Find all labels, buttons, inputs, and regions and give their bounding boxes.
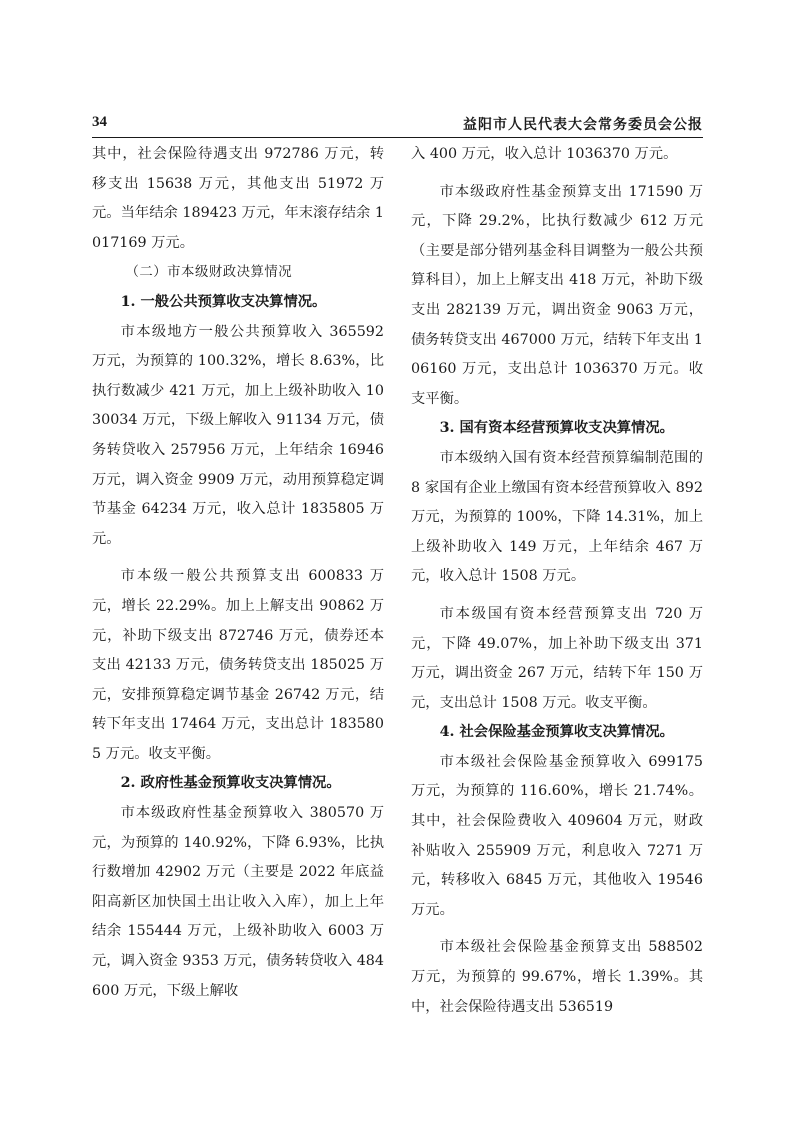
publication-title: 益阳市人民代表大会常务委员会公报 xyxy=(463,117,703,133)
paragraph-general-budget-expenditure: 市本级一般公共预算支出 600833 万元，增长 22.29%。加上上解支出 90862 万元，补助下级支出 872746 万元，债券还本支出 42133 万元，债务转贷支出 185025 万元，安排预算稳定调节基金 26742 万元，结转下年支出 17464 万元，支出总计 1835805 万元。收支平衡。 xyxy=(92,568,384,762)
paragraph-state-capital-expenditure: 市本级国有资本经营预算支出 720 万元，下降 49.07%，加上补助下级支出 371 万元，调出资金 267 万元，结转下年 150 万元，支出总计 1508 万元。收支平衡。 xyxy=(411,605,703,711)
paragraph-government-fund-expenditure: 市本级政府性基金预算支出 171590 万元，下降 29.2%，比执行数减少 612 万元（主要是部分错列基金科目调整为一般公共预算科目），加上上解支出 418 万元，补助下级支出 282139 万元，调出资金 9063 万元，债务转贷支出 467000 万元，结转下年支出 106160 万元，支出总计 1036370 万元。收支平衡。 xyxy=(411,183,703,407)
paragraph-government-fund-revenue: 市本级政府性基金预算收入 380570 万元，为预算的 140.92%，下降 6.93%，比执行数增加 42902 万元（主要是 2022 年底益阳高新区加快国土出让收入入库），加上上年结余 155444 万元，上级补助收入 6003 万元，调入资金 9353 万元，债务转贷收入 484600 万元，下级上解收 xyxy=(92,805,384,999)
paragraph-continued: 其中，社会保险待遇支出 972786 万元，转移支出 15638 万元，其他支出 51972 万元。当年结余 189423 万元，年末滚存结余 1017169 万元。 xyxy=(92,146,384,251)
heading-government-fund: 2. 政府性基金预算收支决算情况。 xyxy=(120,775,341,792)
paragraph-continued-right: 入 400 万元，收入总计 1036370 万元。 xyxy=(411,146,678,162)
page-header xyxy=(92,114,703,140)
right-column xyxy=(411,140,703,1022)
paragraph-social-insurance-expenditure: 市本级社会保险基金预算支出 588502 万元，为预算的 99.67%，增长 1.39%。其中，社会保险待遇支出 536519 xyxy=(411,939,703,1015)
section-heading: （二）市本级财政决算情况 xyxy=(125,265,293,281)
paragraph-social-insurance-revenue: 市本级社会保险基金预算收入 699175 万元，为预算的 116.60%，增长 21.74%。其中，社会保险费收入 409604 万元，财政补贴收入 255909 万元，利息收入 7271 万元，转移收入 6845 万元，其他收入 19546 万元。 xyxy=(411,753,703,918)
header-rule xyxy=(92,137,703,138)
heading-general-budget: 1. 一般公共预算收支决算情况。 xyxy=(120,293,327,310)
page-number: 34 xyxy=(92,114,107,130)
paragraph-general-budget-revenue: 市本级地方一般公共预算收入 365592 万元，为预算的 100.32%，增长 8.63%，比执行数减少 421 万元，加上上级补助收入 1030034 万元，下级上解收入 91134 万元，债务转贷收入 257956 万元，上年结余 16946 万元，调入资金 9909 万元，动用预算稳定调节基金 64234 万元，收入总计 1835805 万元。 xyxy=(92,323,384,547)
left-column xyxy=(92,140,384,1006)
paragraph-state-capital-revenue: 市本级纳入国有资本经营预算编制范围的 8 家国有企业上缴国有资本经营预算收入 892 万元，为预算的 100%，下降 14.31%，加上上级补助收入 149 万元，上年结余 467 万元，收入总计 1508 万元。 xyxy=(411,449,703,585)
heading-state-capital: 3. 国有资本经营预算收支决算情况。 xyxy=(439,420,674,437)
heading-social-insurance: 4. 社会保险基金预算收支决算情况。 xyxy=(439,724,674,741)
